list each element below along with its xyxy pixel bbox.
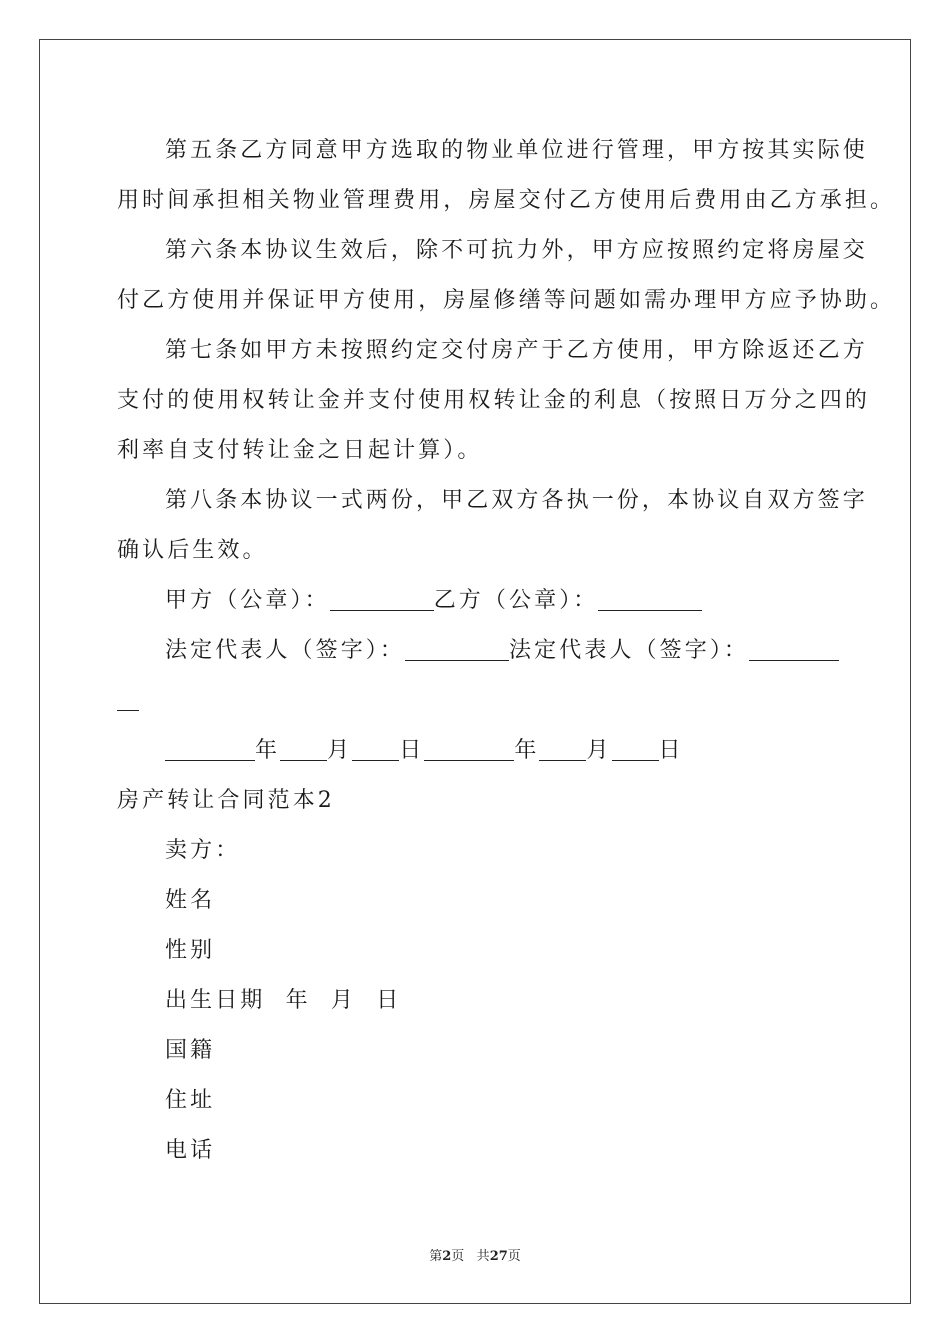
day-a-label: 日 <box>399 738 425 763</box>
total-prefix: 共 <box>476 1249 490 1264</box>
month-b-blank <box>539 736 586 761</box>
page-suffix: 页 <box>451 1249 465 1264</box>
rep-b-label: 法定代表人（签字）： <box>509 638 750 663</box>
paragraph-article-6-line-2: 付乙方使用并保证甲方使用，房屋修缮等问题如需办理甲方应予协助。 <box>117 288 896 313</box>
paragraph-article-7-line-1: 第七条如甲方未按照约定交付房产于乙方使用，甲方除返还乙方 <box>165 338 868 363</box>
month-a-label: 月 <box>327 738 353 763</box>
total-pages: 27 <box>489 1249 508 1264</box>
seller-gender-field: 性别 <box>165 938 216 963</box>
year-b-blank <box>424 736 514 761</box>
seller-phone-field: 电话 <box>165 1138 216 1163</box>
year-a-blank <box>165 736 255 761</box>
paragraph-article-5-line-2: 用时间承担相关物业管理费用，房屋交付乙方使用后费用由乙方承担。 <box>117 188 896 213</box>
day-a-blank <box>352 736 399 761</box>
seller-address-field: 住址 <box>165 1088 216 1113</box>
birth-label: 出生日期 <box>165 988 266 1013</box>
total-suffix: 页 <box>507 1249 521 1264</box>
birth-year-label: 年 <box>285 988 311 1013</box>
section-title: 房产转让合同范本2 <box>117 788 335 813</box>
birth-day-label: 日 <box>376 988 402 1013</box>
year-b-label: 年 <box>514 738 540 763</box>
seller-label: 卖方： <box>165 838 241 863</box>
year-a-label: 年 <box>255 738 281 763</box>
rep-b-blank-continued <box>117 686 139 711</box>
party-a-seal-label: 甲方（公章）： <box>165 588 330 613</box>
paragraph-article-5-line-1: 第五条乙方同意甲方选取的物业单位进行管理，甲方按其实际使 <box>165 138 868 163</box>
day-b-label: 日 <box>658 738 684 763</box>
party-b-seal-label: 乙方（公章）： <box>433 588 599 613</box>
paragraph-article-8-line-2: 确认后生效。 <box>117 538 268 563</box>
rep-a-label: 法定代表人（签字）： <box>165 638 406 663</box>
paragraph-article-8-line-1: 第八条本协议一式两份，甲乙双方各执一份，本协议自双方签字 <box>165 488 868 513</box>
representative-line-wrap <box>117 676 837 726</box>
birth-month-label: 月 <box>330 988 356 1013</box>
seller-birth-field <box>117 976 837 1026</box>
document-body <box>117 126 896 1176</box>
rep-b-blank <box>749 636 839 661</box>
rep-a-blank <box>405 636 509 661</box>
page-current: 2 <box>442 1249 452 1264</box>
page-footer <box>0 1245 950 1264</box>
representative-line <box>117 626 837 676</box>
seller-name-field: 姓名 <box>165 888 216 913</box>
month-a-blank <box>280 736 327 761</box>
page-prefix: 第 <box>429 1249 443 1264</box>
seller-nationality-field: 国籍 <box>165 1038 216 1063</box>
party-b-seal-blank <box>598 586 702 611</box>
paragraph-article-6-line-1: 第六条本协议生效后，除不可抗力外，甲方应按照约定将房屋交 <box>165 238 868 263</box>
paragraph-article-7-line-3: 利率自支付转让金之日起计算）。 <box>117 438 483 463</box>
seal-line <box>117 576 837 626</box>
day-b-blank <box>612 736 659 761</box>
party-a-seal-blank <box>330 586 434 611</box>
date-line <box>117 726 837 776</box>
month-b-label: 月 <box>586 738 612 763</box>
paragraph-article-7-line-2: 支付的使用权转让金并支付使用权转让金的利息（按照日万分之四的 <box>117 388 871 413</box>
